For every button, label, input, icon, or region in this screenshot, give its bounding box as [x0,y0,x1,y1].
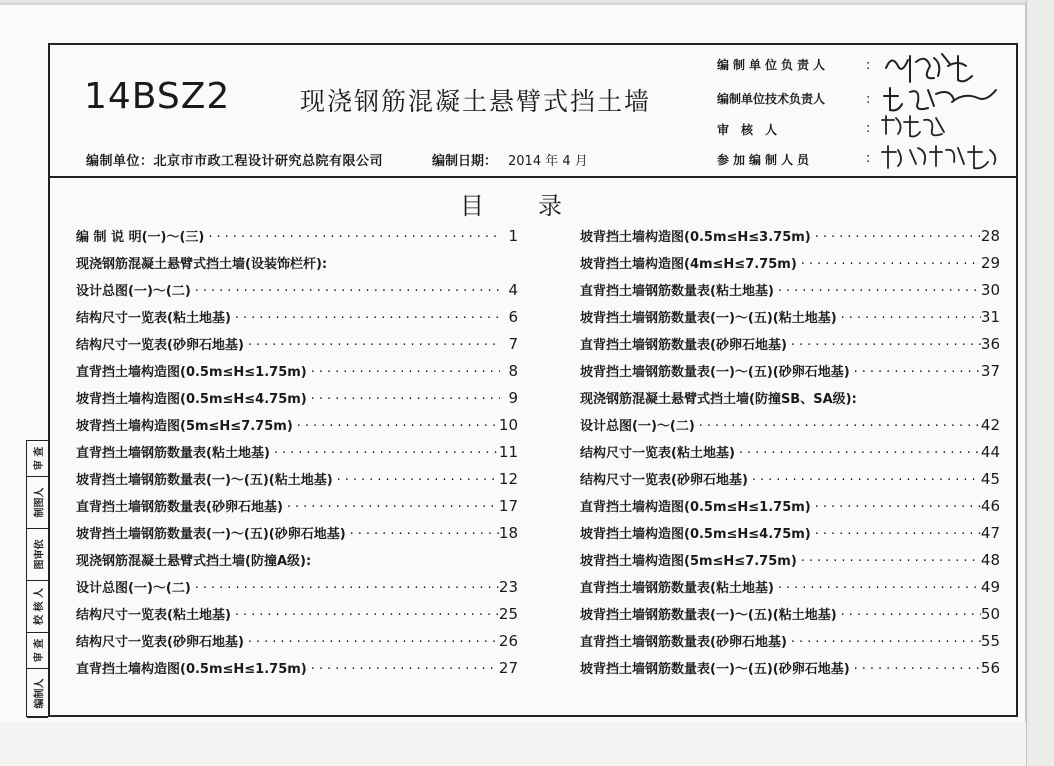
toc-entry-label: 直背挡土墙构造图(0.5m≤H≤1.75m) [580,500,811,515]
toc-page-number: 4 [508,281,518,299]
toc-leader-dots [797,257,981,272]
toc-entry[interactable] [580,334,1000,361]
toc-entry-label: 坡背挡土墙构造图(0.5m≤H≤4.75m) [76,392,307,407]
side-strip-cell [27,477,48,529]
toc-page-number: 36 [980,335,1000,353]
toc-entry-label: 设计总图(一)～(二) [580,419,695,434]
toc-entry-label: 坡背挡土墙钢筋数量表(一)～(五)(砂卵石地基) [580,365,850,380]
sig-label-tech-head: 编制单位技术负责人 [717,92,826,106]
side-strip-cell [27,581,48,633]
toc-entry-label: 结构尺寸一览表(粘土地基) [76,608,231,623]
toc-leader-dots [293,419,499,434]
toc-leader-dots [850,365,981,380]
toc-leader-dots [191,581,499,596]
toc-entry-label: 直背挡土墙构造图(0.5m≤H≤1.75m) [76,662,307,677]
toc-page-number: 37 [980,362,1000,380]
toc-leader-dots [774,581,981,596]
side-strip-cell [27,669,48,718]
toc-entry[interactable] [76,361,518,388]
toc-entry[interactable] [580,280,1000,307]
toc-page-number: 18 [498,524,518,542]
toc-entry[interactable] [580,604,1000,631]
side-strip-label: 图审依 [34,539,45,570]
toc-leader-dots [307,365,500,380]
toc-entry[interactable] [580,523,1000,550]
sig-colon: : [866,58,871,73]
toc-entry[interactable] [580,577,1000,604]
toc-leader-dots [735,446,981,461]
atlas-code: 14BSZ2 [84,76,231,117]
toc-entry-label: 直背挡土墙构造图(0.5m≤H≤1.75m) [76,365,307,380]
toc-entry-label: 直背挡土墙钢筋数量表(粘土地基) [580,581,774,596]
toc-page-number: 7 [508,335,518,353]
toc-page-number: 50 [980,605,1000,623]
toc-entry[interactable] [580,631,1000,658]
toc-leader-dots [244,338,500,353]
side-strip-label: 审 查 [34,446,46,471]
sig-colon: : [866,121,871,136]
sig-label-reviewer: 审 核 人 [717,123,778,137]
toc-entry-label: 直背挡土墙钢筋数量表(砂卵石地基) [580,338,787,353]
toc-page-number: 10 [498,416,518,434]
signature-reviewer [876,112,956,140]
toc-leader-dots [333,473,499,488]
toc-entry[interactable] [580,658,1000,685]
toc-page-number: 26 [498,632,518,650]
atlas-title: 现浇钢筋混凝土悬臂式挡土墙 [300,87,652,116]
sig-colon: : [866,151,871,166]
toc-entry[interactable] [580,496,1000,523]
toc-entry-label: 坡背挡土墙构造图(5m≤H≤7.75m) [580,554,797,569]
sig-label-unit-head: 编制单位负责人 [717,58,830,72]
toc-entry-label: 现浇钢筋混凝土悬臂式挡土墙(设装饰栏杆): [76,257,328,272]
toc-entry-label: 坡背挡土墙钢筋数量表(一)～(五)(粘土地基) [76,473,333,488]
toc-entry-label: 坡背挡土墙构造图(0.5m≤H≤3.75m) [580,230,811,245]
toc-entry-label: 编 制 说 明(一)～(三) [76,230,205,245]
toc-section-heading [76,550,518,577]
toc-leader-dots [837,311,981,326]
toc-leader-dots [811,230,981,245]
toc-leader-dots [837,608,981,623]
toc-leader-dots [191,284,500,299]
toc-page-number: 45 [980,470,1000,488]
toc-leader-dots [204,230,500,245]
toc-entry-label: 坡背挡土墙钢筋数量表(一)～(五)(砂卵石地基) [76,527,346,542]
toc-entry-label: 现浇钢筋混凝土悬臂式挡土墙(防撞SB、SA级): [580,392,857,407]
toc-entry[interactable] [76,577,518,604]
toc-entry[interactable] [76,631,518,658]
toc-entry-label: 结构尺寸一览表(砂卵石地基) [580,473,748,488]
toc-right-column [580,226,1000,685]
header-divider [48,176,1018,178]
toc-entry[interactable] [580,253,1000,280]
toc-leader-dots [231,311,500,326]
toc-entry-label: 结构尺寸一览表(砂卵石地基) [76,635,244,650]
toc-entry[interactable] [76,469,518,496]
toc-page-number: 29 [980,254,1000,272]
toc-entry[interactable] [580,307,1000,334]
toc-leader-dots [307,662,499,677]
toc-left-column [76,226,518,685]
toc-entry[interactable] [580,442,1000,469]
toc-leader-dots [850,662,981,677]
toc-entry[interactable] [76,496,518,523]
toc-entry-label: 坡背挡土墙构造图(0.5m≤H≤4.75m) [580,527,811,542]
toc-entry[interactable] [580,226,1000,253]
toc-leader-dots [270,446,499,461]
toc-entry[interactable] [76,280,518,307]
toc-entry[interactable] [76,523,518,550]
sig-label-participants: 参加编制人员 [717,153,814,167]
toc-entry-label: 坡背挡土墙钢筋数量表(一)～(五)(粘土地基) [580,608,837,623]
toc-page-number: 49 [980,578,1000,596]
toc-entry-label: 直背挡土墙钢筋数量表(砂卵石地基) [76,500,283,515]
toc-page-number: 9 [508,389,518,407]
toc-section-heading [580,388,1000,415]
toc-page-number: 55 [980,632,1000,650]
review-side-strip [26,440,48,717]
toc-title: 目录 [460,192,616,220]
toc-entry[interactable] [76,442,518,469]
side-strip-cell [27,633,48,669]
side-strip-cell [27,529,48,581]
toc-page-number: 1 [508,227,518,245]
toc-entry[interactable] [76,658,518,685]
toc-leader-dots [774,284,981,299]
side-strip-label: 编制人 [34,678,45,708]
toc-entry-label: 结构尺寸一览表(砂卵石地基) [76,338,244,353]
toc-leader-dots [346,527,499,542]
toc-page-number: 42 [980,416,1000,434]
toc-entry-label: 设计总图(一)～(二) [76,581,191,596]
toc-entry-label: 直背挡土墙钢筋数量表(粘土地基) [580,284,774,299]
toc-entry[interactable] [580,550,1000,577]
toc-page-number: 48 [980,551,1000,569]
toc-entry-label: 结构尺寸一览表(粘土地基) [580,446,735,461]
toc-page-number: 12 [498,470,518,488]
toc-entry-label: 现浇钢筋混凝土悬臂式挡土墙(防撞A级): [76,554,312,569]
toc-entry[interactable] [76,226,518,253]
toc-page-number: 6 [508,308,518,326]
toc-page-number: 27 [498,659,518,677]
toc-page-number: 44 [980,443,1000,461]
toc-entry[interactable] [76,334,518,361]
toc-page-number: 8 [508,362,518,380]
toc-entry[interactable] [580,415,1000,442]
toc-page-number: 11 [498,443,518,461]
side-strip-label: 审 查 [34,638,46,663]
side-strip-label: 制图人 [34,487,45,518]
toc-entry-label: 结构尺寸一览表(粘土地基) [76,311,231,326]
toc-leader-dots [244,635,499,650]
toc-leader-dots [695,419,981,434]
toc-leader-dots [811,527,981,542]
toc-page-number: 17 [498,497,518,515]
toc-page-number: 23 [498,578,518,596]
side-strip-cell [27,441,48,477]
toc-entry[interactable] [76,388,518,415]
compile-date-label: 编制日期： [432,154,498,169]
toc-leader-dots [797,554,981,569]
toc-leader-dots [748,473,981,488]
compile-date-value: 2014 年 4 月 [508,154,588,169]
toc-entry[interactable] [580,361,1000,388]
side-strip-label: 校 核 人 [34,588,45,625]
toc-page-number: 28 [980,227,1000,245]
toc-page-number: 56 [980,659,1000,677]
toc-leader-dots [811,500,981,515]
toc-page-number: 31 [980,308,1000,326]
toc-entry-label: 直背挡土墙钢筋数量表(粘土地基) [76,446,270,461]
compiling-organization: 编制单位：北京市市政工程设计研究总院有限公司 [86,154,384,169]
toc-entry-label: 直背挡土墙钢筋数量表(砂卵石地基) [580,635,787,650]
toc-section-heading [76,253,518,280]
toc-entry[interactable] [76,415,518,442]
toc-leader-dots [283,500,499,515]
toc-entry-label: 坡背挡土墙钢筋数量表(一)～(五)(粘土地基) [580,311,837,326]
toc-page-number: 47 [980,524,1000,542]
sig-colon: : [866,92,871,107]
toc-leader-dots [307,392,500,407]
signature-participants [876,142,1006,174]
toc-entry[interactable] [76,604,518,631]
toc-entry[interactable] [76,307,518,334]
toc-page-number: 25 [498,605,518,623]
toc-leader-dots [787,338,981,353]
toc-page-number: 30 [980,281,1000,299]
toc-entry-label: 设计总图(一)～(二) [76,284,191,299]
toc-leader-dots [231,608,499,623]
toc-entry[interactable] [580,469,1000,496]
toc-page-number: 46 [980,497,1000,515]
toc-entry-label: 坡背挡土墙钢筋数量表(一)～(五)(砂卵石地基) [580,662,850,677]
toc-entry-label: 坡背挡土墙构造图(5m≤H≤7.75m) [76,419,293,434]
toc-leader-dots [787,635,981,650]
toc-entry-label: 坡背挡土墙构造图(4m≤H≤7.75m) [580,257,797,272]
